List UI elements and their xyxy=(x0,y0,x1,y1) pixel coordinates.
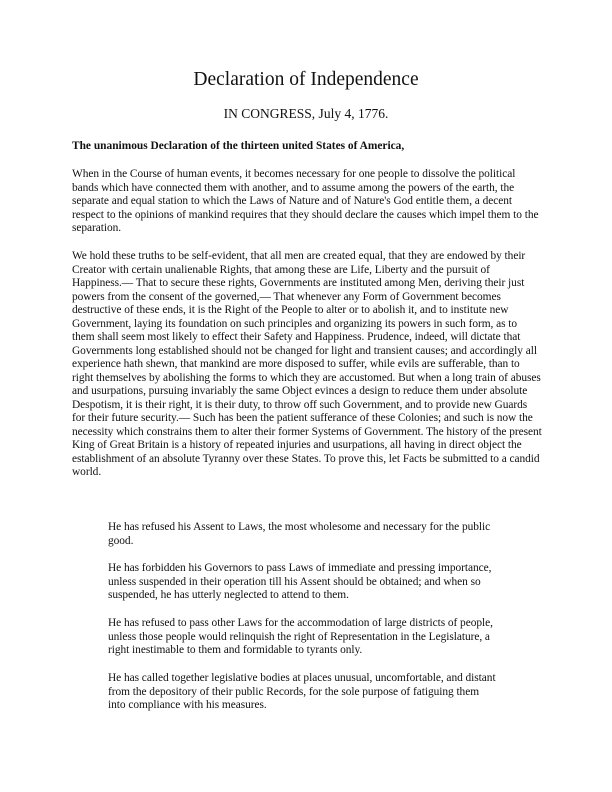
document-title: Declaration of Independence xyxy=(193,69,419,90)
document-heading: The unanimous Declaration of the thirteen united States of America, xyxy=(72,140,405,152)
paragraph-preamble: When in the Course of human events, it becomes necessary for one people to dissolve the political bands which have connected them with another, and to assume among the powers of the earth, the separate and equal station to which the Laws of Nature and of Nature's God entitle them, a decent respect to the opinions of mankind requires that they should declare the causes which impel them to the separation. xyxy=(72,168,539,234)
grievance-item: He has refused to pass other Laws for the accommodation of large districts of people, unless those people would relinquish the right of Representation in the Legislature, a right inestimable to them and formidable to tyrants only. xyxy=(108,617,493,656)
grievance-item: He has forbidden his Governors to pass Laws of immediate and pressing importance, unless suspended in their operation till his Assent should be obtained; and when so suspended, he has utterly neglected to attend to them. xyxy=(108,562,492,601)
grievance-item: He has called together legislative bodies at places unusual, uncomfortable, and distant from the depository of their public Records, for the sole purpose of fatiguing them into compliance with his measures. xyxy=(108,672,496,711)
document-subtitle: IN CONGRESS, July 4, 1776. xyxy=(223,106,389,121)
grievance-item: He has refused his Assent to Laws, the most wholesome and necessary for the public good. xyxy=(108,521,491,547)
paragraph-truths: We hold these truths to be self-evident, that all men are created equal, that they are endowed by their Creator with certain unalienable Rights, that among these are Life, Liberty and the pursuit of Happiness.— That to secure these rights, Governments are instituted among Men, deriving their just powers from the consent of the governed,— That whenever any Form of Government becomes destructive of these ends, it is the Right of the People to alter or to abolish it, and to institute new Government, laying its foundation on such principles and organizing its powers in such form, as to them shall seem most likely to effect their Safety and Happiness. Prudence, indeed, will dictate that Governments long established should not be changed for light and transient causes; and accordingly all experience hath shewn, that mankind are more disposed to suffer, while evils are sufferable, than to right themselves by abolishing the forms to which they are accustomed. But when a long train of abuses and usurpations, pursuing invariably the same Object evinces a design to reduce them under absolute Despotism, it is their right, it is their duty, to throw off such Government, and to provide new Guards for their future security.— Such has been the patient sufferance of these Colonies; and such is now the necessity which constrains them to alter their former Systems of Government. The history of the present King of Great Britain is a history of repeated injuries and usurpations, all having in direct object the establishment of an absolute Tyranny over these States. To prove this, let Facts be submitted to a candid world. xyxy=(72,250,542,478)
